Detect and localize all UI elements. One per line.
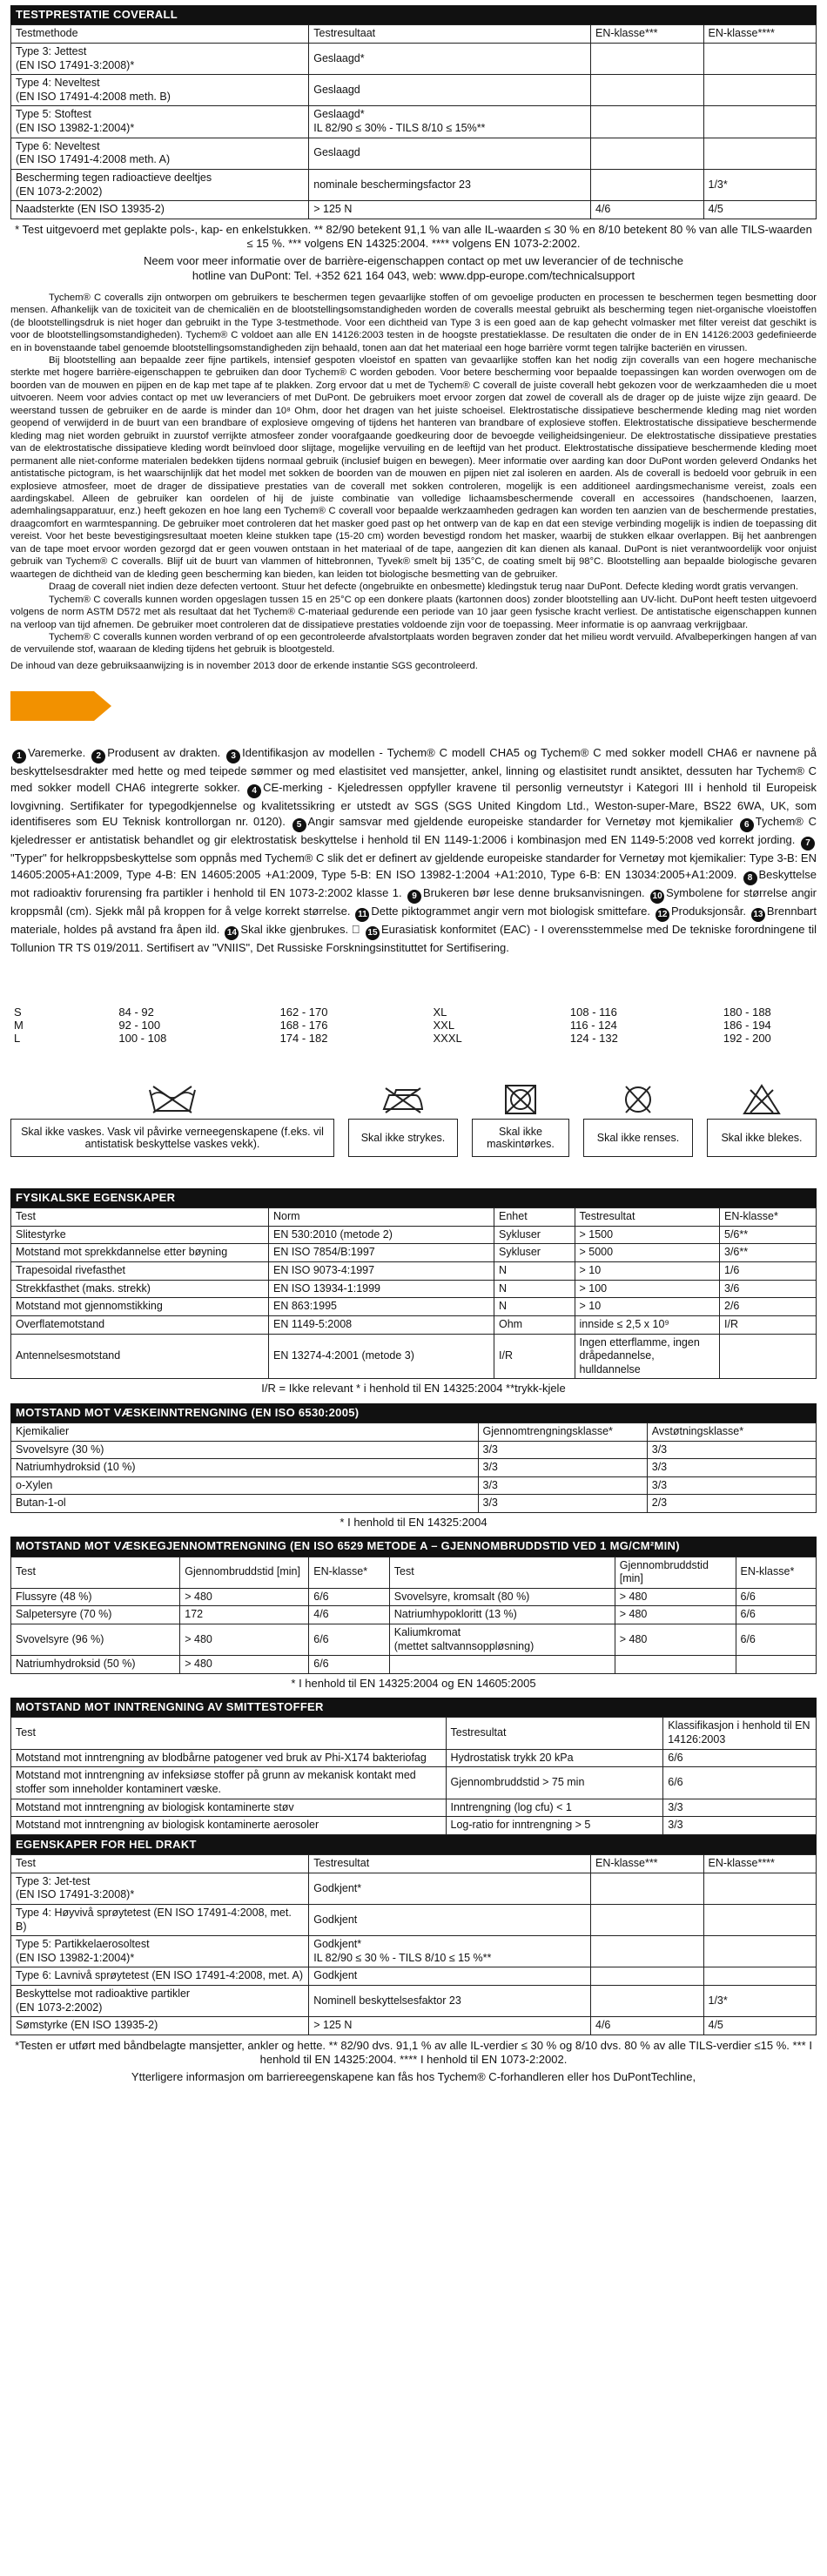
table-cell: Bescherming tegen radioactieve deeltjes (EN 1073-2:2002) [11, 169, 309, 200]
table-cell: 3/3 [663, 1799, 817, 1817]
table-cell [591, 106, 704, 138]
table-cell: Salpetersyre (70 %) [11, 1606, 180, 1624]
size-cell: 192 - 200 [723, 1032, 771, 1046]
table-cell: > 100 [575, 1280, 720, 1298]
table-cell: Motstand mot inntrengning av biologisk kontaminerte støv [11, 1799, 447, 1817]
size-cell: 124 - 132 [569, 1032, 618, 1046]
column-header: Norm [269, 1208, 494, 1227]
table-row [11, 106, 817, 138]
table-cell: Strekkfasthet (maks. strekk) [11, 1280, 269, 1298]
table-cell: o-Xylen [11, 1476, 479, 1495]
physical-table [10, 1207, 817, 1379]
table-cell [736, 1656, 817, 1674]
column-header: EN-klasse* [736, 1557, 817, 1588]
table-cell: Overflatemotstand [11, 1315, 269, 1334]
legend-number-8: 8 [743, 871, 757, 885]
permeation-table [10, 1557, 817, 1674]
dutch-paragraph-6: De inhoud van deze gebruiksaanwijzing is in november 2013 door de erkende instantie SGS gecontroleerd. [10, 660, 478, 671]
dutch-paragraph-2: Bij blootstelling aan bepaalde zeer fijne partikels, intensief gespoten vloeistof en spatten van gevaarlijke stoffen kan het nodig zijn coveralls van een hogere mechanische sterkte met hogere barrière-eigenschappen te gebruiken dan door Tychem® C worden geboden. Voor betere bescherming voor bepaalde toepassingen kan worden overwogen om de boorden van de mouwen en pijpen en de kap met tape af te plakken. Zorg ervoor dat u met de Tychem® C coverall de juiste coverall hebt gekozen voor de werkzaamheden die u moet uitvoeren. Neem voor advies contact op met uw leveranciers of met DuPont. De gebruikers moet ervoor zorgen dat zowel de coverall als de drager op de juiste wijze zijn geaard. De weerstand tussen de gebruiker en de aarde is minder dan 10⁸ Ohm, door het dragen van het juiste schoeisel. Elektrostatische dissipatieve beschermende kleding mag niet worden geopend of verwijderd in de buurt van een brandbare of explosieve omgeving of tijdens het hanteren van brandbare of explosieve stoffen. Elektrostatische dissipatieve beschermende kleding mag niet worden gebruikt in zuurstof verrijkte atmosfeer zonder voorafgaande goedkeuring door de bevoegde veiligheidsingenieur. De elektrostatische dissipatieve prestaties van de elektrostatische dissipatieve kleding wordt beïnvloed door slijtage, mogelijke vervuiling en de leeftijd van het product. Elektrostatische dissipatieve beschermende kleding moet permanent alle niet-conforme materialen bedekken tijdens normaal gebruik (inclusief buigen en bewegen). Meer informatie over aarding kan door DuPont worden geleverd Ondanks het antistatische pictogram, is het waarschijnlijk dat het model met sokken de boorden van de mouwen en pijpen niet zal isoleren en aarden. Als de coverall is bedoeld voor gebruik in een explosieve atmosfeer, moet de drager de dissipatieve prestaties van de coverall met sokken controleren, mogelijk is een additioneel aardingsmechanisme vereist, zoals een aardingskabel. Alleen de gebruiker kan oordelen of hij de juiste combinatie van volledige lichaamsbeschermende coverall en accessoires (handschoenen, laarzen, ademhalingsapparatuur, enz.) heeft gekozen en hoe lang een Tychem® C coverall voor bepaalde werkzaamheden gedragen kan worden ten aanzien van de beschermende prestaties, draagcomfort en warmtespanning. De gebruiker moet controleren dat het masker goed past op het ontwerp van de kap en dat een stevige verbinding mogelijk is indien de toepassing dit vereist. Voor het beste bevestigingsresultaat moeten kleine stukken tape (15-20 cm) worden bevestigd rondom het masker, waarbij de stukken elkaar overlappen. Bij het aanbrengen van de tape moet ervoor worden gezorgd dat er geen vouwen ontstaan in het materiaal of de tape, aangezien dit kan dienen als kanaal. DuPont is niet verantwoordelijk voor onjuist gebruik van Tychem® C coveralls. Blijf uit de buurt van vlammen of hittebronnen, Tyvek® smelt bij 135°C, de coating smelt bij 98°C. Blootstelling aan bepaalde biologische gevaren waartegen de dichtheid van de kleding geen bescherming kan bieden, kan leiden tot biologische besmetting van de gebruiker. [10, 355, 817, 580]
dutch-instructions [10, 292, 817, 673]
care-bleach-label: Skal ikke blekes. [707, 1119, 817, 1157]
table-cell: 2/6 [720, 1298, 817, 1316]
care-iron-label: Skal ikke strykes. [348, 1119, 458, 1157]
table-row [11, 1967, 817, 1986]
table-cell: 6/6 [309, 1624, 390, 1656]
care-dry-label: Skal ikke maskintørkes. [472, 1119, 569, 1157]
legend-number-6: 6 [740, 818, 754, 832]
table-cell [703, 1873, 817, 1904]
size-cell: 186 - 194 [723, 1019, 771, 1032]
care-iron [348, 1080, 458, 1157]
table-row [11, 1298, 817, 1316]
table-cell: 4/6 [591, 201, 704, 219]
legend-number-4: 4 [247, 784, 261, 798]
legend-text [10, 745, 817, 956]
table-cell: Butan-1-ol [11, 1495, 479, 1513]
table-cell: Geslaagd [309, 75, 591, 106]
table-cell: 1/3* [703, 1986, 817, 2017]
suit-contact: Ytterligere informasjon om barriereegenskapene kan fås hos Tychem® C-forhandleren eller hos DuPontTechline, [131, 2070, 696, 2084]
legend-item-10: Symbolene for størrelse angir kroppsmål (cm). Sjekk mål på kroppen for å velge korrekt størrelse. [10, 885, 817, 918]
table-cell: Natriumhypokloritt (13 %) [389, 1606, 615, 1624]
table-cell: Motstand mot inntrengning av biologisk kontaminerte aerosoler [11, 1817, 447, 1835]
table-cell: 4/6 [309, 1606, 390, 1624]
table-cell: 2/3 [647, 1495, 816, 1513]
column-header: Testresultat [446, 1718, 663, 1749]
legend-item-1: Varemerke. [28, 746, 86, 760]
table-cell: 5/6** [720, 1226, 817, 1244]
column-header: Test [11, 1208, 269, 1227]
no-dry-clean-icon [583, 1080, 693, 1119]
table-cell: Kaliumkromat (mettet saltvannsoppløsning) [389, 1624, 615, 1656]
table-header-row [11, 1423, 817, 1441]
size-table [10, 1006, 817, 1046]
table-cell: nominale beschermingsfactor 23 [309, 169, 591, 200]
legend-item-6: Tychem® C kjeledresser er antistatisk behandlet og gir elektrostatisk beskyttelse i henhold til EN 1149-1:2006 i kombinasjon med EN 1149-5:2008 ved korrekt jording. [10, 815, 817, 847]
permeation-title: MOTSTAND MOT VÆSKEGJENNOMTRENGNING (EN ISO 6529 METODE A – GJENNOMBRUDDSTID VED 1 MG/CM²MIN) [10, 1537, 817, 1556]
table-row [11, 1280, 817, 1298]
size-cell: XXXL [433, 1032, 462, 1046]
table-cell: 4/5 [703, 201, 817, 219]
table-cell [389, 1656, 615, 1674]
column-header: Klassifikasjon i henhold til EN 14126:2003 [663, 1718, 817, 1749]
legend-number-12: 12 [656, 908, 669, 922]
table-cell: 3/6** [720, 1244, 817, 1262]
size-cell: 174 - 182 [279, 1032, 328, 1046]
table-row [11, 1315, 817, 1334]
physical-title: FYSIKALSKE EGENSKAPER [10, 1188, 817, 1207]
table-cell [591, 1904, 704, 1935]
legend-number-14: 14 [225, 926, 239, 940]
table-cell: Svovelsyre (96 %) [11, 1624, 180, 1656]
table-cell: Slitestyrke [11, 1226, 269, 1244]
table-row [11, 138, 817, 169]
table-cell: EN ISO 9073-4:1997 [269, 1262, 494, 1281]
table-cell: 3/3 [663, 1817, 817, 1835]
table-header-row [11, 1855, 817, 1873]
table-cell: Godkjent* IL 82/90 ≤ 30 % - TILS 8/10 ≤ 15 %** [309, 1936, 591, 1967]
care-bleach [707, 1080, 817, 1157]
suit-note: *Testen er utført med båndbelagte mansjetter, ankler og hette. ** 82/90 dvs. 91,1 % av alle IL-verdier ≤ 30 % og 8/10 dvs. 80 % av alle TILS-verdier ≤15 %. *** I henhold til EN 14325:2004. **** I henhold til EN 1073-2:2002. [15, 2038, 812, 2067]
table-cell: Type 4: Høyvivå sprøytetest (EN ISO 17491-4:2008, met. B) [11, 1904, 309, 1935]
legend-item-14: Skal ikke gjenbrukes. [240, 922, 349, 936]
column-header: Avstøtningsklasse* [647, 1423, 816, 1441]
size-cell: 162 - 170 [279, 1006, 328, 1019]
care-wash [10, 1080, 334, 1157]
table-cell: N [494, 1280, 575, 1298]
legend-number-10: 10 [650, 890, 664, 904]
table-cell: Motstand mot gjennomstikking [11, 1298, 269, 1316]
column-header: Testresultaat [309, 25, 591, 44]
legend-number-15: 15 [366, 926, 380, 940]
table-cell [703, 106, 817, 138]
legend-number-11: 11 [355, 908, 369, 922]
table-cell: > 125 N [309, 201, 591, 219]
table-header-row [11, 25, 817, 44]
table-cell: Geslaagd [309, 138, 591, 169]
column-header: Test [11, 1557, 180, 1588]
size-cell: 180 - 188 [723, 1006, 771, 1019]
suit-table [10, 1854, 817, 2035]
table-cell: EN 13274-4:2001 (metode 3) [269, 1334, 494, 1379]
table-row [11, 1476, 817, 1495]
table-cell: Godkjent [309, 1904, 591, 1935]
column-header: Testresultat [575, 1208, 720, 1227]
table-row [11, 1936, 817, 1967]
table-cell: N [494, 1298, 575, 1316]
legend-item-3: Identifikasjon av modellen - Tychem® C modell CHA5 og Tychem® C med sokker modell CHA6 er navnene på beskyttelsesdrakter med hette og med teipede sømmer og med elastisitet ved mansjetter, ankel, linning og elastisitet rundt ansiktet, dessuten har Tychem® C med sokker modell CHA6 integrerte sokker. [10, 746, 817, 794]
table-row [11, 1262, 817, 1281]
no-bleach-icon [707, 1080, 817, 1119]
table-row [11, 1606, 817, 1624]
table-cell: Godkjent [309, 1967, 591, 1986]
table-cell [703, 1904, 817, 1935]
orange-arrow-banner [10, 688, 817, 724]
size-cell: 84 - 92 [118, 1006, 154, 1019]
coverall-test-note: * Test uitgevoerd met geplakte pols-, kap- en enkelstukken. ** 82/90 betekent 91,1 % van alle IL-waarden ≤ 30 % en 8/10 betekent 80 % van alle TILS-waarden ≤ 15 %. *** volgens EN 14325:2004. **** volgens EN 1073-2:2002. [15, 222, 812, 250]
table-row [11, 169, 817, 200]
column-header: Testmethode [11, 25, 309, 44]
table-cell: 1/3* [703, 169, 817, 200]
table-cell: Svovelsyre (30 %) [11, 1441, 479, 1459]
table-row [11, 1817, 817, 1835]
table-cell: 6/6 [663, 1749, 817, 1767]
column-header: EN-klasse**** [703, 1855, 817, 1873]
legend-item-9: Brukeren bør lese denne bruksanvisningen. [422, 885, 645, 899]
table-cell [703, 1936, 817, 1967]
care-clean-label: Skal ikke renses. [583, 1119, 693, 1157]
table-cell: > 480 [180, 1588, 309, 1606]
table-cell: Geslaagd* IL 82/90 ≤ 30% - TILS 8/10 ≤ 15%** [309, 106, 591, 138]
table-row [11, 1656, 817, 1674]
table-cell: > 5000 [575, 1244, 720, 1262]
column-header: Gjennombruddstid [min] [615, 1557, 736, 1588]
table-cell: 3/3 [647, 1441, 816, 1459]
table-cell: Geslaagd* [309, 43, 591, 74]
table-cell: Naadsterkte (EN ISO 13935-2) [11, 201, 309, 219]
care-wash-label: Skal ikke vaskes. Vask vil påvirke verneegenskapene (f.eks. vil antistatisk beskyttelse vaskes vekk). [10, 1119, 334, 1157]
size-cell: XXL [433, 1019, 455, 1032]
column-header: EN-klasse* [309, 1557, 390, 1588]
care-dry [472, 1080, 569, 1157]
column-header: Testresultat [309, 1855, 591, 1873]
table-cell: Flussyre (48 %) [11, 1588, 180, 1606]
table-cell: 6/6 [736, 1606, 817, 1624]
legend-item-15: Eurasiatisk konformitet (EAC) - I overensstemmelse med De tekniske forordningene til Tollunion TR TS 019/2011. Sertifisert av "VNIIS", Det Russiske Forskningsinstituttet for Sertifisering. [10, 922, 817, 954]
no-iron-icon [348, 1080, 458, 1119]
table-cell: Type 5: Partikkelaerosoltest (EN ISO 13982-1:2004)* [11, 1936, 309, 1967]
table-cell: 3/3 [478, 1476, 647, 1495]
table-header-row [11, 1718, 817, 1749]
table-cell: 6/6 [736, 1588, 817, 1606]
dutch-paragraph-1: Tychem® C coveralls zijn ontworpen om gebruikers te beschermen tegen gevaarlijke stoffen of om gevoelige producten en processen te beschermen tegen besmetting door mensen. Afhankelijk van de toxiciteit van de chemicaliën en de blootstellingsomstandigheden worden de coveralls meestal gebruikt als bescherming tegen niet-organische vloeistoffen (de blootstellingsdruk is niet hoger dan gebruikt in the Type 3-testmethode. Voor een dichtheid van Type 3 is een goed aan de kap gehecht volmasker met filter vereist dat geschikt is voor de blootstellingsomstandigheden). Tychem® C voldoet aan alle EN 14126:2003 testen in de hoogste prestatieklasse. De resultaten die onder de in EN 14126:2003 gedefinieerde en in bovenstaande tabel genoemde blootstellingsomstandigheden zijn behaald, tonen aan dat het materiaal een hoge barrière vormt tegen talrijke bacteriën en virussen. [10, 292, 817, 353]
no-tumble-dry-icon [472, 1080, 569, 1119]
table-cell: Type 4: Neveltest (EN ISO 17491-4:2008 meth. B) [11, 75, 309, 106]
table-cell [703, 138, 817, 169]
column-header: EN-klasse**** [703, 25, 817, 44]
table-cell: Type 5: Stoftest (EN ISO 13982-1:2004)* [11, 106, 309, 138]
table-cell [591, 1873, 704, 1904]
table-row [11, 1441, 817, 1459]
legend-item-5: Angir samsvar med gjeldende europeiske standarder for Vernetøy mot kjemikalier [307, 815, 734, 829]
table-cell: Svovelsyre, kromsalt (80 %) [389, 1588, 615, 1606]
coverall-test-title: TESTPRESTATIE COVERALL [10, 5, 817, 24]
size-cell: XL [433, 1006, 447, 1019]
size-row [10, 1019, 817, 1032]
legend-number-7: 7 [801, 837, 815, 851]
legend-item-2: Produsent av drakten. [107, 746, 221, 760]
table-cell [591, 138, 704, 169]
table-cell: Sykluser [494, 1226, 575, 1244]
table-row [11, 201, 817, 219]
size-cell: 168 - 176 [279, 1019, 328, 1032]
table-row [11, 1749, 817, 1767]
table-cell: I/R [720, 1315, 817, 1334]
table-row [11, 1226, 817, 1244]
dutch-paragraph-4: Tychem® C coveralls kunnen worden opgeslagen tussen 15 en 25°C op een donkere plaats (kartonnen doos) zonder blootstelling aan UV-licht. DuPont heeft testen uitgevoerd volgens de norm ASTM D572 met als resultaat dat het Tychem® C-materiaal gedurende een periode van 10 jaar geen fysische kracht verliest. De antistatische eigenschappen kunnen na verloop van tijd afnemen. De gebruiker moet controleren dat de dissipatieve prestaties voldoende zijn voor de toepassing. Meer informatie is op aanvraag verkrijgbaar. [10, 594, 817, 630]
table-cell: Log-ratio for inntrengning > 5 [446, 1817, 663, 1835]
table-cell: > 480 [615, 1588, 736, 1606]
table-row [11, 1873, 817, 1904]
table-cell: 6/6 [309, 1656, 390, 1674]
table-cell: EN ISO 7854/B:1997 [269, 1244, 494, 1262]
coverall-test-table [10, 24, 817, 219]
size-cell: 100 - 108 [118, 1032, 167, 1046]
table-cell: > 480 [615, 1606, 736, 1624]
table-cell: Hydrostatisk trykk 20 kPa [446, 1749, 663, 1767]
table-cell [591, 1967, 704, 1986]
penetration-title: MOTSTAND MOT VÆSKEINNTRENGNING (EN ISO 6530:2005) [10, 1403, 817, 1423]
legend-item-12: Produksjonsår. [670, 904, 746, 918]
table-cell [720, 1334, 817, 1379]
table-cell: 1/6 [720, 1262, 817, 1281]
legend-item-11: Dette piktogrammet angir vern mot biologisk smittefare. [371, 904, 650, 918]
column-header: Test [11, 1855, 309, 1873]
legend-number-9: 9 [407, 890, 421, 904]
table-cell [591, 1986, 704, 2017]
table-row [11, 1459, 817, 1477]
table-cell: 3/6 [720, 1280, 817, 1298]
infectious-title: MOTSTAND MOT INNTRENGNING AV SMITTESTOFFER [10, 1698, 817, 1717]
infectious-table [10, 1717, 817, 1834]
column-header: Enhet [494, 1208, 575, 1227]
table-row [11, 1244, 817, 1262]
table-cell: 3/3 [478, 1459, 647, 1477]
table-cell: Gjennombruddstid > 75 min [446, 1767, 663, 1799]
table-cell: Natriumhydroksid (10 %) [11, 1459, 479, 1477]
table-cell: Type 3: Jettest (EN ISO 17491-3:2008)* [11, 43, 309, 74]
table-header-row [11, 1557, 817, 1588]
table-row [11, 1495, 817, 1513]
table-cell: 6/6 [736, 1624, 817, 1656]
size-cell: S [14, 1006, 22, 1019]
table-cell: Type 3: Jet-test (EN ISO 17491-3:2008)* [11, 1873, 309, 1904]
table-cell [591, 169, 704, 200]
legend-item-8: Beskyttelse mot radioaktiv forurensing fra partikler i henhold til EN 1073-2:2002 klasse 1. [10, 867, 817, 899]
table-cell: Motstand mot inntrengning av blodbårne patogener ved bruk av Phi-X174 bakteriofag [11, 1749, 447, 1767]
table-cell: > 480 [615, 1624, 736, 1656]
care-symbols [10, 1080, 817, 1157]
table-cell: EN ISO 13934-1:1999 [269, 1280, 494, 1298]
table-cell: > 1500 [575, 1226, 720, 1244]
table-cell [703, 1967, 817, 1986]
legend-number-1: 1 [12, 750, 26, 763]
table-cell: 6/6 [663, 1767, 817, 1799]
table-row [11, 2017, 817, 2035]
table-cell: 3/3 [647, 1476, 816, 1495]
legend-item-7: "Typer" for helkroppsbeskyttelse som oppnås med Tychem® C slik det er definert av gjeldende europeiske standarder for Vernetøy mot kjemikalier: Type 3-B: EN 14605:2005+A1:2009, Type 4-B: EN 14605:2005 +A1:2009, Type 5-B: EN ISO 13982-1:2004 +A1:2010, Type 6-B: EN 13034:2005+A1:2009. [10, 851, 817, 881]
column-header: EN-klasse* [720, 1208, 817, 1227]
table-cell: N [494, 1262, 575, 1281]
table-cell: 4/5 [703, 2017, 817, 2035]
table-cell: Natriumhydroksid (50 %) [11, 1656, 180, 1674]
no-wash-icon [10, 1080, 334, 1119]
suit-title: EGENSKAPER FOR HEL DRAKT [10, 1835, 817, 1854]
table-cell: I/R [494, 1334, 575, 1379]
size-cell: 108 - 116 [569, 1006, 617, 1019]
table-cell: Type 6: Neveltest (EN ISO 17491-4:2008 meth. A) [11, 138, 309, 169]
table-row [11, 75, 817, 106]
size-cell: 116 - 124 [569, 1019, 617, 1032]
legend-item-4: CE-merking - Kjeledressen oppfyller kravene til personlig verneutstyr i Kategori III i henhold til Europeisk lovgivning. Sertifikater for typegodkjennelse og kvalitetssikring er utstedt av SGS (SGS United Kingdom Ltd., Weston-super-Mare, BS22 6WA, UK, som identifiseres som EU Teknisk kontrollorgan nr. 0120). [10, 780, 817, 829]
table-cell: > 480 [180, 1656, 309, 1674]
coverall-contact-line1: Neem voor meer informatie over de barrière-eigenschappen contact op met uw leverancier of de technische [144, 254, 683, 268]
penetration-note: * I henhold til EN 14325:2004 [340, 1516, 487, 1530]
table-cell: > 10 [575, 1298, 720, 1316]
table-cell: Ingen etterflamme, ingen dråpedannelse, hulldannelse [575, 1334, 720, 1379]
table-cell [615, 1656, 736, 1674]
size-cell: L [14, 1032, 21, 1046]
table-cell: 6/6 [309, 1588, 390, 1606]
table-row [11, 1986, 817, 2017]
legend-number-2: 2 [91, 750, 105, 763]
table-cell: EN 863:1995 [269, 1298, 494, 1316]
table-cell: innside ≤ 2,5 x 10⁹ [575, 1315, 720, 1334]
table-row [11, 1767, 817, 1799]
size-row [10, 1032, 817, 1046]
size-table-wrap [10, 1006, 817, 1046]
size-cell: 92 - 100 [118, 1019, 161, 1032]
table-cell: > 480 [180, 1624, 309, 1656]
table-cell: 3/3 [478, 1441, 647, 1459]
table-cell: Motstand mot inntrengning av infeksiøse stoffer på grunn av mekanisk kontakt med stoffer som inneholder kontaminert væske. [11, 1767, 447, 1799]
column-header: Gjennomtrengningsklasse* [478, 1423, 647, 1441]
legend-number-5: 5 [292, 818, 306, 832]
orange-bar [10, 691, 94, 721]
table-row [11, 1588, 817, 1606]
table-cell [591, 1936, 704, 1967]
table-cell: 3/3 [478, 1495, 647, 1513]
physical-note: I/R = Ikke relevant * i henhold til EN 14325:2004 **trykk-kjele [261, 1382, 566, 1396]
table-cell: Type 6: Lavnivå sprøytetest (EN ISO 17491-4:2008, met. A) [11, 1967, 309, 1986]
column-header: EN-klasse*** [591, 25, 704, 44]
table-cell: EN 1149-5:2008 [269, 1315, 494, 1334]
table-cell: EN 530:2010 (metode 2) [269, 1226, 494, 1244]
size-cell: M [14, 1019, 24, 1032]
table-cell: Motstand mot sprekkdannelse etter bøyning [11, 1244, 269, 1262]
table-header-row [11, 1208, 817, 1227]
coverall-contact-line2: hotline van DuPont: Tel. +352 621 164 043, web: www.dpp-europe.com/technicalsupport [192, 268, 635, 282]
table-cell [591, 75, 704, 106]
table-cell: 3/3 [647, 1459, 816, 1477]
table-cell: Antennelsesmotstand [11, 1334, 269, 1379]
table-cell: Ohm [494, 1315, 575, 1334]
column-header: Test [11, 1718, 447, 1749]
table-cell: Trapesoidal rivefasthet [11, 1262, 269, 1281]
column-header: Test [389, 1557, 615, 1588]
table-cell: 172 [180, 1606, 309, 1624]
column-header: Gjennombruddstid [min] [180, 1557, 309, 1588]
table-cell: 4/6 [591, 2017, 704, 2035]
orange-arrow-tip [94, 691, 111, 721]
table-cell [703, 75, 817, 106]
permeation-note: * I henhold til EN 14325:2004 og EN 14605:2005 [291, 1676, 536, 1690]
table-row [11, 1624, 817, 1656]
table-cell: Beskyttelse mot radioaktive partikler (EN 1073-2:2002) [11, 1986, 309, 2017]
table-cell: Sømstyrke (EN ISO 13935-2) [11, 2017, 309, 2035]
table-cell: Sykluser [494, 1244, 575, 1262]
legend-number-3: 3 [226, 750, 240, 763]
table-cell [703, 43, 817, 74]
table-cell: Inntrengning (log cfu) < 1 [446, 1799, 663, 1817]
table-cell: Godkjent* [309, 1873, 591, 1904]
table-row [11, 1799, 817, 1817]
dutch-paragraph-3: Draag de coverall niet indien deze defecten vertoont. Stuur het defecte (ongebruikte en onbesmette) kledingstuk terug naar DuPont. Defecte kleding wordt gratis vervangen. [49, 582, 798, 593]
table-cell: > 125 N [309, 2017, 591, 2035]
table-row [11, 43, 817, 74]
column-header: EN-klasse*** [591, 1855, 704, 1873]
table-cell: > 10 [575, 1262, 720, 1281]
care-clean [583, 1080, 693, 1157]
size-row [10, 1006, 817, 1019]
legend-item-13: Brennbart materiale, holdes på avstand fra åpen ild. [10, 904, 817, 936]
table-cell [591, 43, 704, 74]
penetration-table [10, 1423, 817, 1513]
dutch-paragraph-5: Tychem® C coveralls kunnen worden verbrand of op een gecontroleerde afvalstortplaats worden begraven zonder dat het milieu wordt vervuild. Afvalbeperkingen hangen af van de vervuilende stof, waaraan de kleding tijdens het gebruik is blootgesteld. [10, 631, 817, 656]
legend-number-13: 13 [751, 908, 765, 922]
column-header: Kjemikalier [11, 1423, 479, 1441]
table-row [11, 1904, 817, 1935]
table-cell: Nominell beskyttelsesfaktor 23 [309, 1986, 591, 2017]
table-row [11, 1334, 817, 1379]
